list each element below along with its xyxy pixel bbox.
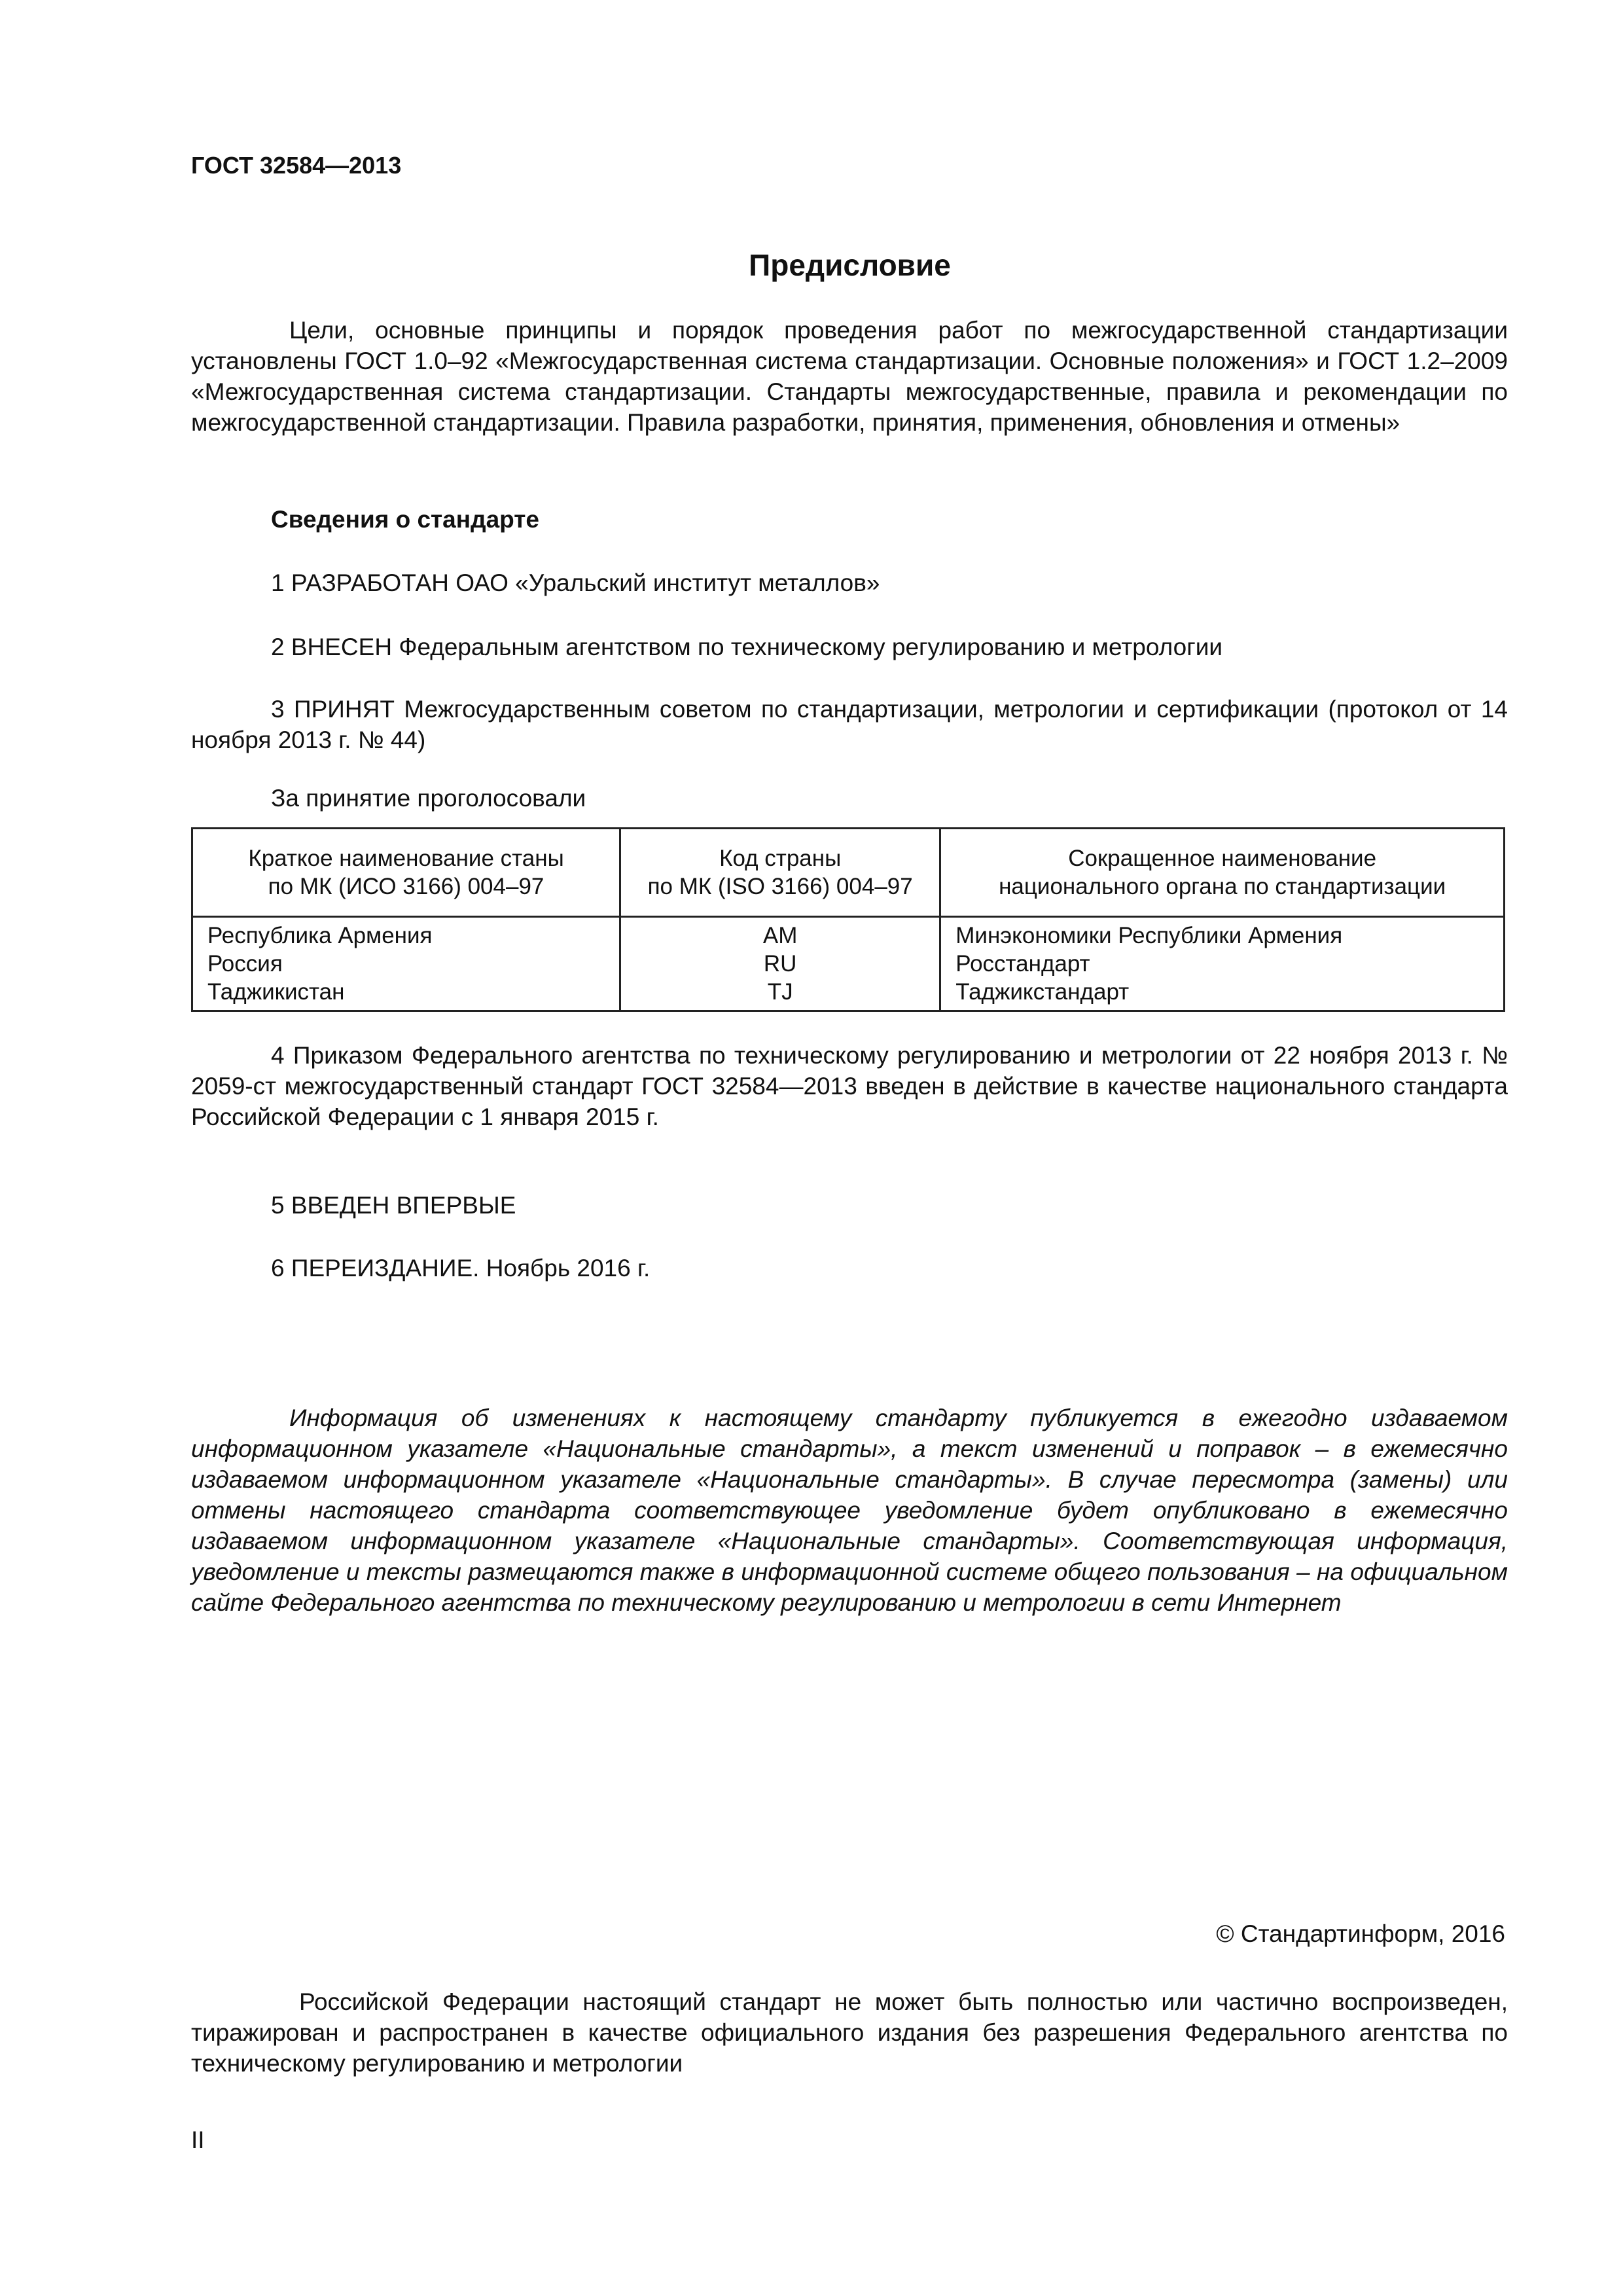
- cell-body: Росстандарт: [940, 950, 1505, 978]
- header-country-line2: по МК (ИСО 3166) 004–97: [268, 874, 544, 899]
- header-code-line1: Код страны: [719, 846, 842, 871]
- preface-intro-paragraph: Цели, основные принципы и порядок проведения работ по межгосударственной стандартизации установлены ГОСТ 1.0–92 «Межгосударственная система стандартизации. Основные положения» и ГОСТ 1.2–2009 «Межгосударственная система стандартизации. Стандарты межгосударственные, правила и рекомендации по межгосударственной стандартизации. Правила разработки, принятия, применения, обновления и отмены»: [191, 317, 1508, 436]
- header-body-line2: национального органа по стандартизации: [999, 874, 1446, 899]
- item-3-block: [191, 694, 1508, 755]
- header-country-line1: Краткое наименование станы: [248, 846, 564, 871]
- table-row: [192, 950, 1505, 978]
- voting-countries-table: [191, 827, 1505, 1012]
- copyright-notice-block: [191, 1986, 1508, 2079]
- cell-code: TJ: [620, 978, 940, 1011]
- cell-code: RU: [620, 950, 940, 978]
- cell-body: Минэкономики Республики Армения: [940, 917, 1505, 950]
- standard-info-heading: Сведения о стандарте: [271, 506, 539, 533]
- header-code-line2: по МК (ISO 3166) 004–97: [647, 874, 913, 899]
- item-3-adopted: 3 ПРИНЯТ Межгосударственным советом по стандартизации, метрологии и сертификации (протокол от 14 ноября 2013 г. № 44): [191, 696, 1508, 753]
- preface-intro-block: [191, 315, 1508, 438]
- item-4-order: 4 Приказом Федерального агентства по техническому регулированию и метрологии от 22 ноября 2013 г. № 2059-ст межгосударственный стандарт ГОСТ 32584—2013 введен в действие в качестве национального стандарта Российской Федерации с 1 января 2015 г.: [191, 1042, 1508, 1130]
- cell-code: AM: [620, 917, 940, 950]
- table-header-code: [620, 829, 940, 917]
- table-header-row: [192, 829, 1505, 917]
- amendments-info-block: [191, 1403, 1508, 1618]
- page-number: II: [191, 2126, 205, 2153]
- cell-country: Таджикистан: [192, 978, 620, 1011]
- cell-country: Россия: [192, 950, 620, 978]
- document-code-header: ГОСТ 32584—2013: [191, 152, 402, 179]
- amendments-info-paragraph: Информация об изменениях к настоящему стандарту публикуется в ежегодно издаваемом информационном указателе «Национальные стандарты», а текст изменений и поправок – в ежемесячно издаваемом информационном указателе «Национальные стандарты». В случае пересмотра (замены) или отмены настоящего стандарта соответствующее уведомление будет опубликовано в ежемесячно издаваемом информационном указателе «Национальные стандарты». Соответствующая информация, уведомление и тексты размещаются также в информационной системе общего пользования – на официальном сайте Федерального агентства по техническому регулированию и метрологии в сети Интернет: [191, 1405, 1508, 1616]
- voted-label: За принятие проголосовали: [271, 785, 586, 812]
- table-header-body: [940, 829, 1505, 917]
- copyright-notice-paragraph: Российской Федерации настоящий стандарт не может быть полностью или частично воспроизведен, тиражирован и распространен в качестве официального издания без разрешения Федерального агентства по техническому регулированию и метрологии: [191, 1988, 1508, 2077]
- item-5-first-introduced: 5 ВВЕДЕН ВПЕРВЫЕ: [271, 1192, 516, 1219]
- item-4-block: [191, 1040, 1508, 1132]
- table-row: [192, 978, 1505, 1011]
- item-2-introduced: 2 ВНЕСЕН Федеральным агентством по техническому регулированию и метрологии: [271, 634, 1223, 660]
- table-row: [192, 917, 1505, 950]
- preface-title: Предисловие: [749, 248, 951, 282]
- copyright-line: © Стандартинформ, 2016: [1216, 1920, 1505, 1947]
- cell-country: Республика Армения: [192, 917, 620, 950]
- table-header-country: [192, 829, 620, 917]
- item-6-reissue: 6 ПЕРЕИЗДАНИЕ. Ноябрь 2016 г.: [271, 1255, 651, 1282]
- header-body-line1: Сокращенное наименование: [1068, 846, 1377, 871]
- cell-body: Таджикстандарт: [940, 978, 1505, 1011]
- item-1-developed: 1 РАЗРАБОТАН ОАО «Уральский институт металлов»: [271, 569, 880, 596]
